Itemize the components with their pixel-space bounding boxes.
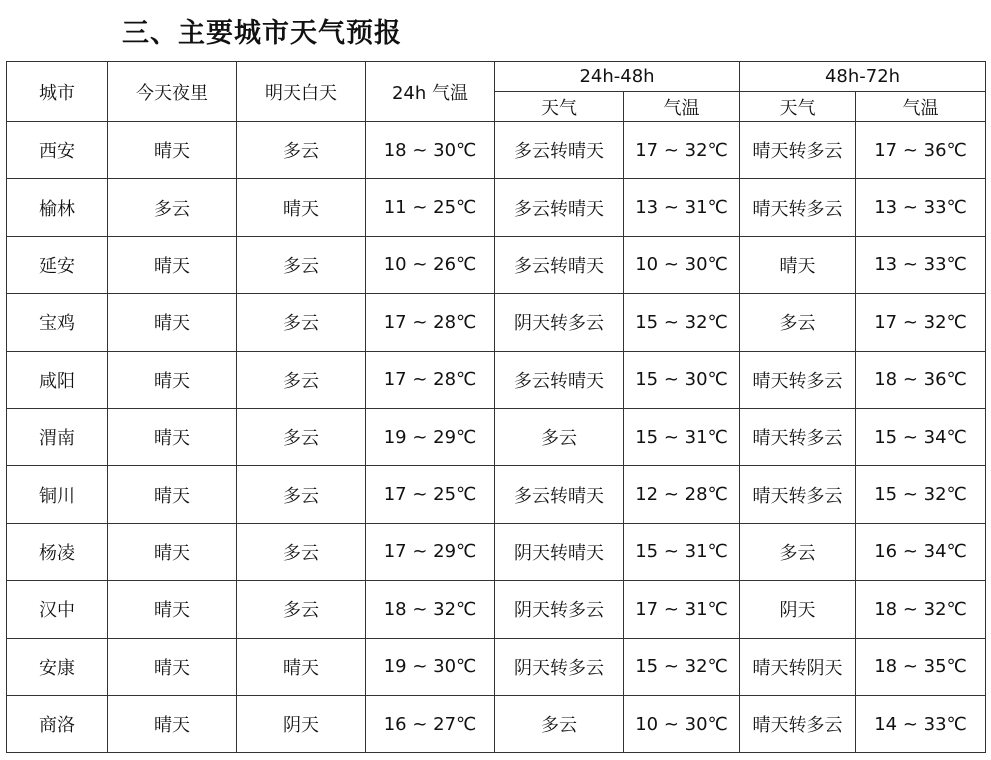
cell-temp-48: 15 ~ 32℃ <box>624 638 740 695</box>
weather-forecast-table <box>6 61 986 753</box>
cell-weather-72: 晴天转多云 <box>740 179 856 236</box>
cell-temp-72: 18 ~ 36℃ <box>856 351 986 408</box>
cell-temp-72: 14 ~ 33℃ <box>856 695 986 752</box>
cell-weather-72: 多云 <box>740 523 856 580</box>
cell-temp-24h: 18 ~ 30℃ <box>366 122 495 179</box>
cell-temp-48: 15 ~ 31℃ <box>624 408 740 465</box>
cell-city: 杨凌 <box>7 523 108 580</box>
cell-city: 铜川 <box>7 466 108 523</box>
cell-tomorrow: 多云 <box>237 408 366 465</box>
table-row <box>7 638 986 695</box>
cell-temp-48: 10 ~ 30℃ <box>624 236 740 293</box>
table-row <box>7 294 986 351</box>
cell-temp-24h: 17 ~ 29℃ <box>366 523 495 580</box>
cell-city: 延安 <box>7 236 108 293</box>
cell-temp-24h: 19 ~ 30℃ <box>366 638 495 695</box>
cell-temp-48: 12 ~ 28℃ <box>624 466 740 523</box>
cell-tomorrow: 晴天 <box>237 638 366 695</box>
cell-city: 宝鸡 <box>7 294 108 351</box>
cell-weather-72: 晴天转多云 <box>740 351 856 408</box>
table-row <box>7 179 986 236</box>
header-city: 城市 <box>7 62 108 122</box>
cell-temp-48: 10 ~ 30℃ <box>624 695 740 752</box>
cell-tomorrow: 多云 <box>237 122 366 179</box>
cell-weather-72: 晴天转阴天 <box>740 638 856 695</box>
cell-weather-72: 晴天转多云 <box>740 466 856 523</box>
cell-tomorrow: 多云 <box>237 466 366 523</box>
cell-temp-24h: 19 ~ 29℃ <box>366 408 495 465</box>
cell-temp-72: 15 ~ 32℃ <box>856 466 986 523</box>
cell-weather-48: 多云 <box>495 408 624 465</box>
cell-tomorrow: 多云 <box>237 236 366 293</box>
cell-temp-48: 17 ~ 31℃ <box>624 581 740 638</box>
cell-city: 汉中 <box>7 581 108 638</box>
cell-tonight: 多云 <box>108 179 237 236</box>
cell-city: 商洛 <box>7 695 108 752</box>
header-weather-72: 天气 <box>740 92 856 122</box>
table-row <box>7 581 986 638</box>
cell-tonight: 晴天 <box>108 695 237 752</box>
cell-tomorrow: 晴天 <box>237 179 366 236</box>
cell-weather-72: 晴天 <box>740 236 856 293</box>
header-temp-72: 气温 <box>856 92 986 122</box>
cell-weather-48: 阴天转晴天 <box>495 523 624 580</box>
header-tonight: 今天夜里 <box>108 62 237 122</box>
header-temp-48: 气温 <box>624 92 740 122</box>
cell-temp-72: 18 ~ 32℃ <box>856 581 986 638</box>
header-group-48-72: 48h-72h <box>740 62 986 92</box>
cell-tonight: 晴天 <box>108 122 237 179</box>
cell-temp-48: 17 ~ 32℃ <box>624 122 740 179</box>
cell-weather-48: 多云转晴天 <box>495 122 624 179</box>
cell-tonight: 晴天 <box>108 294 237 351</box>
cell-temp-48: 15 ~ 30℃ <box>624 351 740 408</box>
cell-temp-72: 17 ~ 32℃ <box>856 294 986 351</box>
cell-city: 咸阳 <box>7 351 108 408</box>
table-row <box>7 523 986 580</box>
cell-tomorrow: 多云 <box>237 523 366 580</box>
cell-weather-48: 阴天转多云 <box>495 294 624 351</box>
cell-weather-48: 多云转晴天 <box>495 179 624 236</box>
cell-tomorrow: 多云 <box>237 581 366 638</box>
header-group-24-48: 24h-48h <box>495 62 740 92</box>
cell-weather-48: 多云转晴天 <box>495 466 624 523</box>
cell-tonight: 晴天 <box>108 466 237 523</box>
cell-tonight: 晴天 <box>108 638 237 695</box>
header-weather-48: 天气 <box>495 92 624 122</box>
table-row <box>7 408 986 465</box>
cell-city: 西安 <box>7 122 108 179</box>
header-tomorrow-day: 明天白天 <box>237 62 366 122</box>
cell-weather-48: 多云转晴天 <box>495 236 624 293</box>
cell-tonight: 晴天 <box>108 236 237 293</box>
cell-temp-24h: 11 ~ 25℃ <box>366 179 495 236</box>
table-row <box>7 695 986 752</box>
cell-temp-24h: 10 ~ 26℃ <box>366 236 495 293</box>
cell-tonight: 晴天 <box>108 408 237 465</box>
cell-tomorrow: 多云 <box>237 351 366 408</box>
cell-temp-72: 17 ~ 36℃ <box>856 122 986 179</box>
cell-weather-48: 多云 <box>495 695 624 752</box>
cell-temp-72: 13 ~ 33℃ <box>856 236 986 293</box>
cell-temp-24h: 16 ~ 27℃ <box>366 695 495 752</box>
cell-temp-48: 15 ~ 31℃ <box>624 523 740 580</box>
cell-weather-72: 晴天转多云 <box>740 408 856 465</box>
cell-temp-24h: 17 ~ 25℃ <box>366 466 495 523</box>
cell-weather-72: 多云 <box>740 294 856 351</box>
cell-city: 安康 <box>7 638 108 695</box>
cell-city: 榆林 <box>7 179 108 236</box>
cell-temp-24h: 17 ~ 28℃ <box>366 351 495 408</box>
cell-weather-72: 阴天 <box>740 581 856 638</box>
cell-temp-48: 13 ~ 31℃ <box>624 179 740 236</box>
cell-temp-72: 13 ~ 33℃ <box>856 179 986 236</box>
cell-tonight: 晴天 <box>108 581 237 638</box>
cell-tomorrow: 阴天 <box>237 695 366 752</box>
cell-weather-48: 阴天转多云 <box>495 638 624 695</box>
cell-temp-72: 16 ~ 34℃ <box>856 523 986 580</box>
cell-tonight: 晴天 <box>108 351 237 408</box>
header-temp-24h: 24h 气温 <box>366 62 495 122</box>
cell-temp-48: 15 ~ 32℃ <box>624 294 740 351</box>
cell-tomorrow: 多云 <box>237 294 366 351</box>
cell-temp-24h: 18 ~ 32℃ <box>366 581 495 638</box>
cell-weather-72: 晴天转多云 <box>740 122 856 179</box>
cell-weather-48: 多云转晴天 <box>495 351 624 408</box>
cell-weather-72: 晴天转多云 <box>740 695 856 752</box>
table-row <box>7 236 986 293</box>
cell-temp-72: 15 ~ 34℃ <box>856 408 986 465</box>
cell-city: 渭南 <box>7 408 108 465</box>
table-row <box>7 466 986 523</box>
cell-temp-72: 18 ~ 35℃ <box>856 638 986 695</box>
page-title: 三、主要城市天气预报 <box>122 18 402 49</box>
cell-tonight: 晴天 <box>108 523 237 580</box>
cell-temp-24h: 17 ~ 28℃ <box>366 294 495 351</box>
table-row <box>7 351 986 408</box>
table-row <box>7 122 986 179</box>
cell-weather-48: 阴天转多云 <box>495 581 624 638</box>
